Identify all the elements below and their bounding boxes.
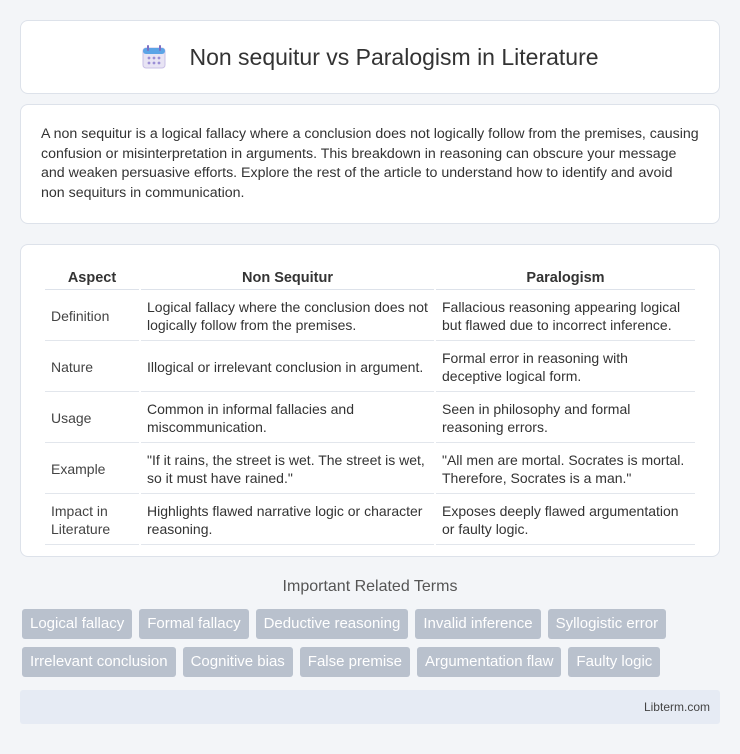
page-title: Non sequitur vs Paralogism in Literature [189,43,599,70]
aspect-cell: Nature [45,343,139,392]
intro-text: A non sequitur is a logical fallacy where a conclusion does not logically follow from the premises, causing confusion or misinterpretation in arguments. This breakdown in reasoning can obscure your message and weaken persuasive efforts. Explore the rest of the article to understand how to identify and avoid non sequiturs in communication. [41,126,699,201]
tag-deductive-reasoning[interactable]: Deductive reasoning [256,609,409,639]
paralogism-cell: Seen in philosophy and formal reasoning errors. [436,394,695,443]
intro-card [20,104,720,224]
calendar-icon [141,44,167,70]
table-row [45,343,695,392]
non-sequitur-cell: Highlights flawed narrative logic or character reasoning. [141,496,434,545]
header-non-sequitur: Non Sequitur [141,267,434,290]
non-sequitur-cell: Logical fallacy where the conclusion does not logically follow from the premises. [141,292,434,341]
table-row [45,496,695,545]
non-sequitur-cell: Illogical or irrelevant conclusion in argument. [141,343,434,392]
comparison-table [43,265,697,547]
aspect-cell: Impact in Literature [45,496,139,545]
table-row [45,394,695,443]
paralogism-cell: "All men are mortal. Socrates is mortal. Therefore, Socrates is a man." [436,445,695,494]
tag-cognitive-bias[interactable]: Cognitive bias [183,647,293,677]
header-card [20,20,720,94]
tag-irrelevant-conclusion[interactable]: Irrelevant conclusion [22,647,176,677]
tag-invalid-inference[interactable]: Invalid inference [415,609,540,639]
table-row [45,292,695,341]
table-row [45,445,695,494]
tag-row [22,647,722,677]
aspect-cell: Usage [45,394,139,443]
tag-syllogistic-error[interactable]: Syllogistic error [548,609,667,639]
comparison-card [20,244,720,557]
tag-false-premise[interactable]: False premise [300,647,410,677]
paralogism-cell: Formal error in reasoning with deceptive logical form. [436,343,695,392]
tag-logical-fallacy[interactable]: Logical fallacy [22,609,132,639]
non-sequitur-cell: "If it rains, the street is wet. The street is wet, so it must have rained." [141,445,434,494]
tag-formal-fallacy[interactable]: Formal fallacy [139,609,248,639]
non-sequitur-cell: Common in informal fallacies and miscommunication. [141,394,434,443]
footer [20,690,720,724]
related-terms-title: Important Related Terms [282,578,458,595]
paralogism-cell: Exposes deeply flawed argumentation or faulty logic. [436,496,695,545]
tag-faulty-logic[interactable]: Faulty logic [568,647,660,677]
aspect-cell: Example [45,445,139,494]
header-aspect: Aspect [45,267,139,290]
tag-row [22,609,722,639]
aspect-cell: Definition [45,292,139,341]
related-terms [22,609,722,685]
header-paralogism: Paralogism [436,267,695,290]
paralogism-cell: Fallacious reasoning appearing logical but flawed due to incorrect inference. [436,292,695,341]
tag-argumentation-flaw[interactable]: Argumentation flaw [417,647,561,677]
table-header-row [45,267,695,290]
footer-site-link[interactable]: Libterm.com [643,700,710,714]
